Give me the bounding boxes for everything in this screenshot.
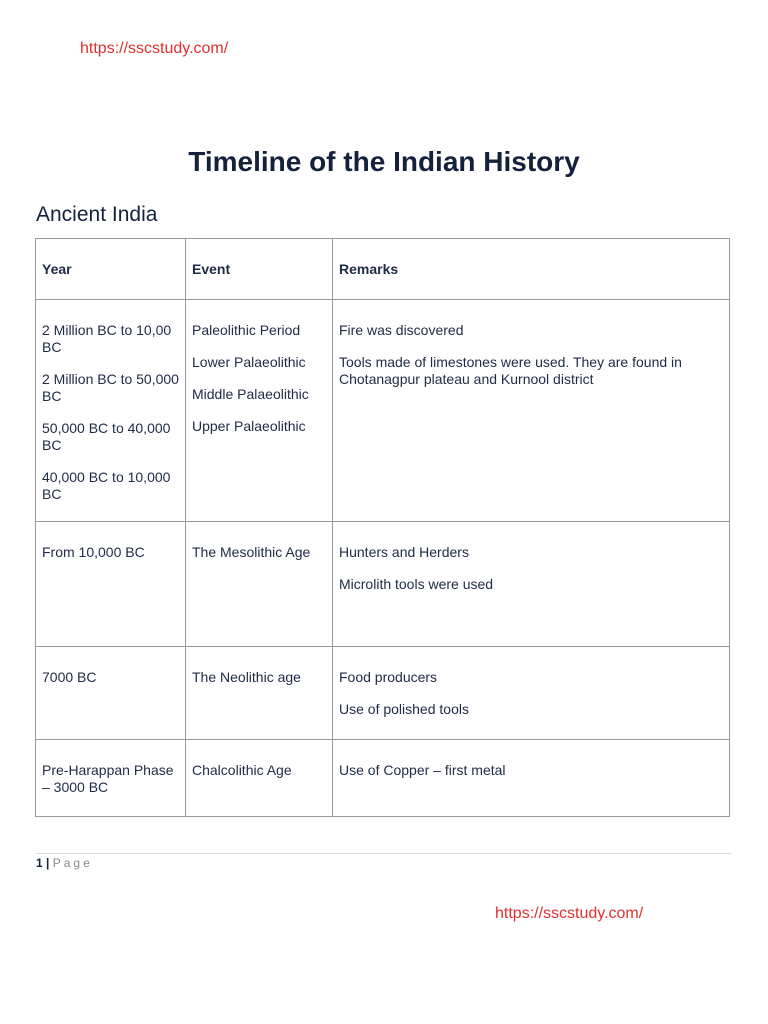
page-number-separator: |	[46, 856, 50, 870]
event-text: The Mesolithic Age	[192, 544, 311, 560]
remarks-cell	[333, 522, 730, 647]
header-event: Event	[186, 239, 333, 300]
footer-divider	[36, 853, 731, 854]
page-label: Page	[52, 856, 93, 870]
remarks-cell	[333, 647, 730, 740]
footer-site-link[interactable]: https://sscstudy.com/	[495, 905, 644, 922]
remarks-text: Use of Copper – first metal	[339, 762, 506, 778]
year-cell	[36, 647, 186, 740]
year-text: From 10,000 BC	[42, 544, 145, 560]
remarks-text: Tools made of limestones were used. They are found in Chotanagpur plateau and Kurnool district	[339, 354, 682, 387]
remarks-text: Use of polished tools	[339, 701, 469, 717]
year-cell	[36, 300, 186, 522]
table-row	[36, 647, 730, 740]
event-text: Chalcolithic Age	[192, 762, 292, 778]
remarks-text: Hunters and Herders	[339, 544, 469, 560]
event-text: Middle Palaeolithic	[192, 386, 309, 402]
event-text: Lower Palaeolithic	[192, 354, 306, 370]
page-number	[36, 856, 93, 870]
table-row	[36, 300, 730, 522]
event-text: Upper Palaeolithic	[192, 418, 306, 434]
header-remarks: Remarks	[333, 239, 730, 300]
event-cell	[186, 300, 333, 522]
page-number-value: 1	[36, 856, 43, 870]
event-cell	[186, 740, 333, 817]
year-cell	[36, 740, 186, 817]
timeline-table	[35, 238, 730, 817]
event-text: Paleolithic Period	[192, 322, 301, 338]
remarks-cell	[333, 740, 730, 817]
table-row	[36, 522, 730, 647]
header-site-link[interactable]: https://sscstudy.com/	[80, 40, 229, 57]
year-text: 50,000 BC to 40,000 BC	[42, 420, 171, 453]
remarks-cell	[333, 300, 730, 522]
event-cell	[186, 647, 333, 740]
document-title: Timeline of the Indian History	[188, 146, 580, 177]
remarks-text: Fire was discovered	[339, 322, 464, 338]
year-cell	[36, 522, 186, 647]
section-heading-ancient-india: Ancient India	[36, 203, 158, 226]
year-text: 7000 BC	[42, 669, 97, 685]
year-text: 2 Million BC to 10,00 BC	[42, 322, 172, 355]
event-text: The Neolithic age	[192, 669, 301, 685]
year-text: 2 Million BC to 50,000 BC	[42, 371, 179, 404]
remarks-text: Microlith tools were used	[339, 576, 494, 592]
year-text: Pre-Harappan Phase – 3000 BC	[42, 762, 174, 795]
header-year: Year	[36, 239, 186, 300]
year-text: 40,000 BC to 10,000 BC	[42, 469, 171, 502]
table-row	[36, 740, 730, 817]
event-cell	[186, 522, 333, 647]
remarks-text: Food producers	[339, 669, 438, 685]
table-header-row	[36, 239, 730, 300]
